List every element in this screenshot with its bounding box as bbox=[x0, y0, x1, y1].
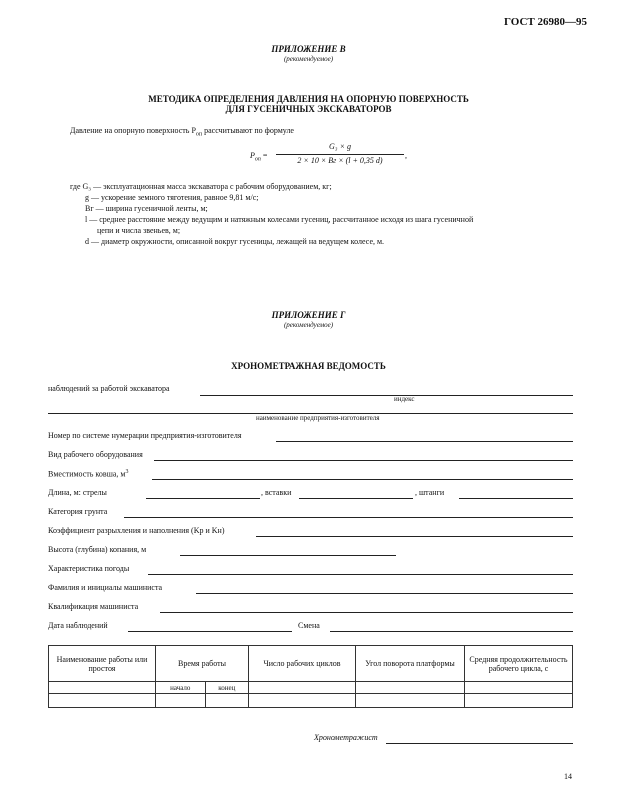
number-label: Номер по системе нумерации предприятия-изготовителя bbox=[48, 431, 242, 440]
col-end: конец bbox=[205, 682, 248, 694]
shift-line[interactable] bbox=[330, 631, 573, 632]
variable-l: l — среднее расстояние между ведущим и натяжным колесами гусениц, рассчитанное исходя из шага гусеничной bbox=[85, 215, 474, 224]
table-cell[interactable] bbox=[465, 682, 573, 694]
qualification-line[interactable] bbox=[160, 612, 573, 613]
operator-label: Фамилия и инициалы машиниста bbox=[48, 583, 163, 592]
weather-line[interactable] bbox=[148, 574, 573, 575]
appendix-v-heading-2: ДЛЯ ГУСЕНИЧНЫХ ЭКСКАВАТОРОВ bbox=[225, 104, 392, 114]
number-line[interactable] bbox=[276, 441, 573, 442]
table-cell[interactable] bbox=[49, 694, 156, 708]
formula-intro: Давление на опорную поверхность $P_{оп}$ рассчитывают по формуле bbox=[70, 126, 294, 138]
col-cycles: Число рабочих циклов bbox=[249, 646, 356, 682]
standard-number: ГОСТ 26980—95 bbox=[504, 16, 587, 28]
table-cell[interactable] bbox=[465, 694, 573, 708]
page-number: 14 bbox=[564, 772, 572, 781]
manufacturer-caption: наименование предприятия-изготовителя bbox=[256, 414, 380, 422]
index-caption: индекс bbox=[394, 395, 415, 403]
formula-end: , bbox=[405, 151, 407, 160]
formula-lhs: $P_{оп}$ = bbox=[250, 151, 268, 163]
equipment-line[interactable] bbox=[154, 460, 573, 461]
col-rotation: Угол поворота платформы bbox=[356, 646, 465, 682]
formula-denominator: 2 × 10 × Bг × (l + 0,35 d) bbox=[297, 156, 383, 165]
formula-numerator: G₃ × g bbox=[329, 142, 351, 151]
variable-l-cont: цепи и числа звеньев, м; bbox=[97, 226, 181, 235]
table-cell[interactable] bbox=[249, 682, 356, 694]
weather-label: Характеристика погоды bbox=[48, 564, 130, 573]
timing-sheet-heading: ХРОНОМЕТРАЖНАЯ ВЕДОМОСТЬ bbox=[231, 361, 386, 371]
appendix-v-heading-1: МЕТОДИКА ОПРЕДЕЛЕНИЯ ДАВЛЕНИЯ НА ОПОРНУЮ ПОВЕРХНОСТЬ bbox=[148, 94, 469, 104]
appendix-v-note: (рекомендуемое) bbox=[283, 55, 334, 63]
table-cell[interactable] bbox=[156, 694, 206, 708]
insert-label: , вставки bbox=[261, 488, 292, 497]
table-cell[interactable] bbox=[356, 694, 465, 708]
col-work-name: Наименование работы или простоя bbox=[49, 646, 156, 682]
timing-table bbox=[48, 645, 573, 708]
soil-line[interactable] bbox=[124, 517, 573, 518]
variable-g3: где G₃ — эксплуатационная масса экскаватора с рабочим оборудованием, кг; bbox=[70, 182, 332, 191]
qualification-label: Квалификация машиниста bbox=[48, 602, 139, 611]
variable-bg: Bг — ширина гусеничной ленты, м; bbox=[85, 204, 208, 213]
bucket-line[interactable] bbox=[152, 479, 573, 480]
height-line[interactable] bbox=[180, 555, 396, 556]
table-cell[interactable] bbox=[356, 682, 465, 694]
date-line[interactable] bbox=[128, 631, 292, 632]
timekeeper-line[interactable] bbox=[386, 743, 573, 744]
table-cell[interactable] bbox=[249, 694, 356, 708]
timekeeper-label: Хронометражист bbox=[314, 733, 378, 742]
table-cell[interactable] bbox=[205, 694, 248, 708]
col-start: начало bbox=[156, 682, 206, 694]
col-work-time: Время работы bbox=[156, 646, 249, 682]
boom-line[interactable] bbox=[146, 498, 260, 499]
appendix-g-note: (рекомендуемое) bbox=[283, 321, 334, 329]
stick-line[interactable] bbox=[459, 498, 573, 499]
appendix-g-title: ПРИЛОЖЕНИЕ Г bbox=[271, 310, 346, 320]
soil-label: Категория грунта bbox=[48, 507, 108, 516]
shift-label: Смена bbox=[298, 621, 320, 630]
height-label: Высота (глубина) копания, м bbox=[48, 545, 147, 554]
length-label: Длина, м: стрелы bbox=[48, 488, 107, 497]
formula-fraction-bar bbox=[276, 154, 404, 155]
table-cell[interactable] bbox=[49, 682, 156, 694]
variable-g: g — ускорение земного тяготения, равное 9,81 м/с; bbox=[85, 193, 259, 202]
col-avg-duration: Средняя продолжительность рабочего цикла, с bbox=[465, 646, 573, 682]
stick-label: , штанги bbox=[415, 488, 445, 497]
equipment-label: Вид рабочего оборудования bbox=[48, 450, 143, 459]
appendix-v-title: ПРИЛОЖЕНИЕ В bbox=[271, 44, 346, 54]
operator-line[interactable] bbox=[196, 593, 573, 594]
observations-line[interactable] bbox=[200, 395, 573, 396]
coef-line[interactable] bbox=[256, 536, 573, 537]
variables-list bbox=[70, 181, 473, 247]
insert-line[interactable] bbox=[299, 498, 413, 499]
date-label: Дата наблюдений bbox=[48, 621, 108, 630]
variable-d: d — диаметр окружности, описанной вокруг гусеницы, лежащей на ведущем колесе, м. bbox=[85, 237, 385, 246]
coef-label: Коэффициент разрыхления и наполнения (Kр и Kн) bbox=[48, 526, 225, 535]
bucket-label: Вместимость ковша, $м^3$ bbox=[48, 469, 129, 479]
observations-label: наблюдений за работой экскаватора bbox=[48, 384, 170, 393]
